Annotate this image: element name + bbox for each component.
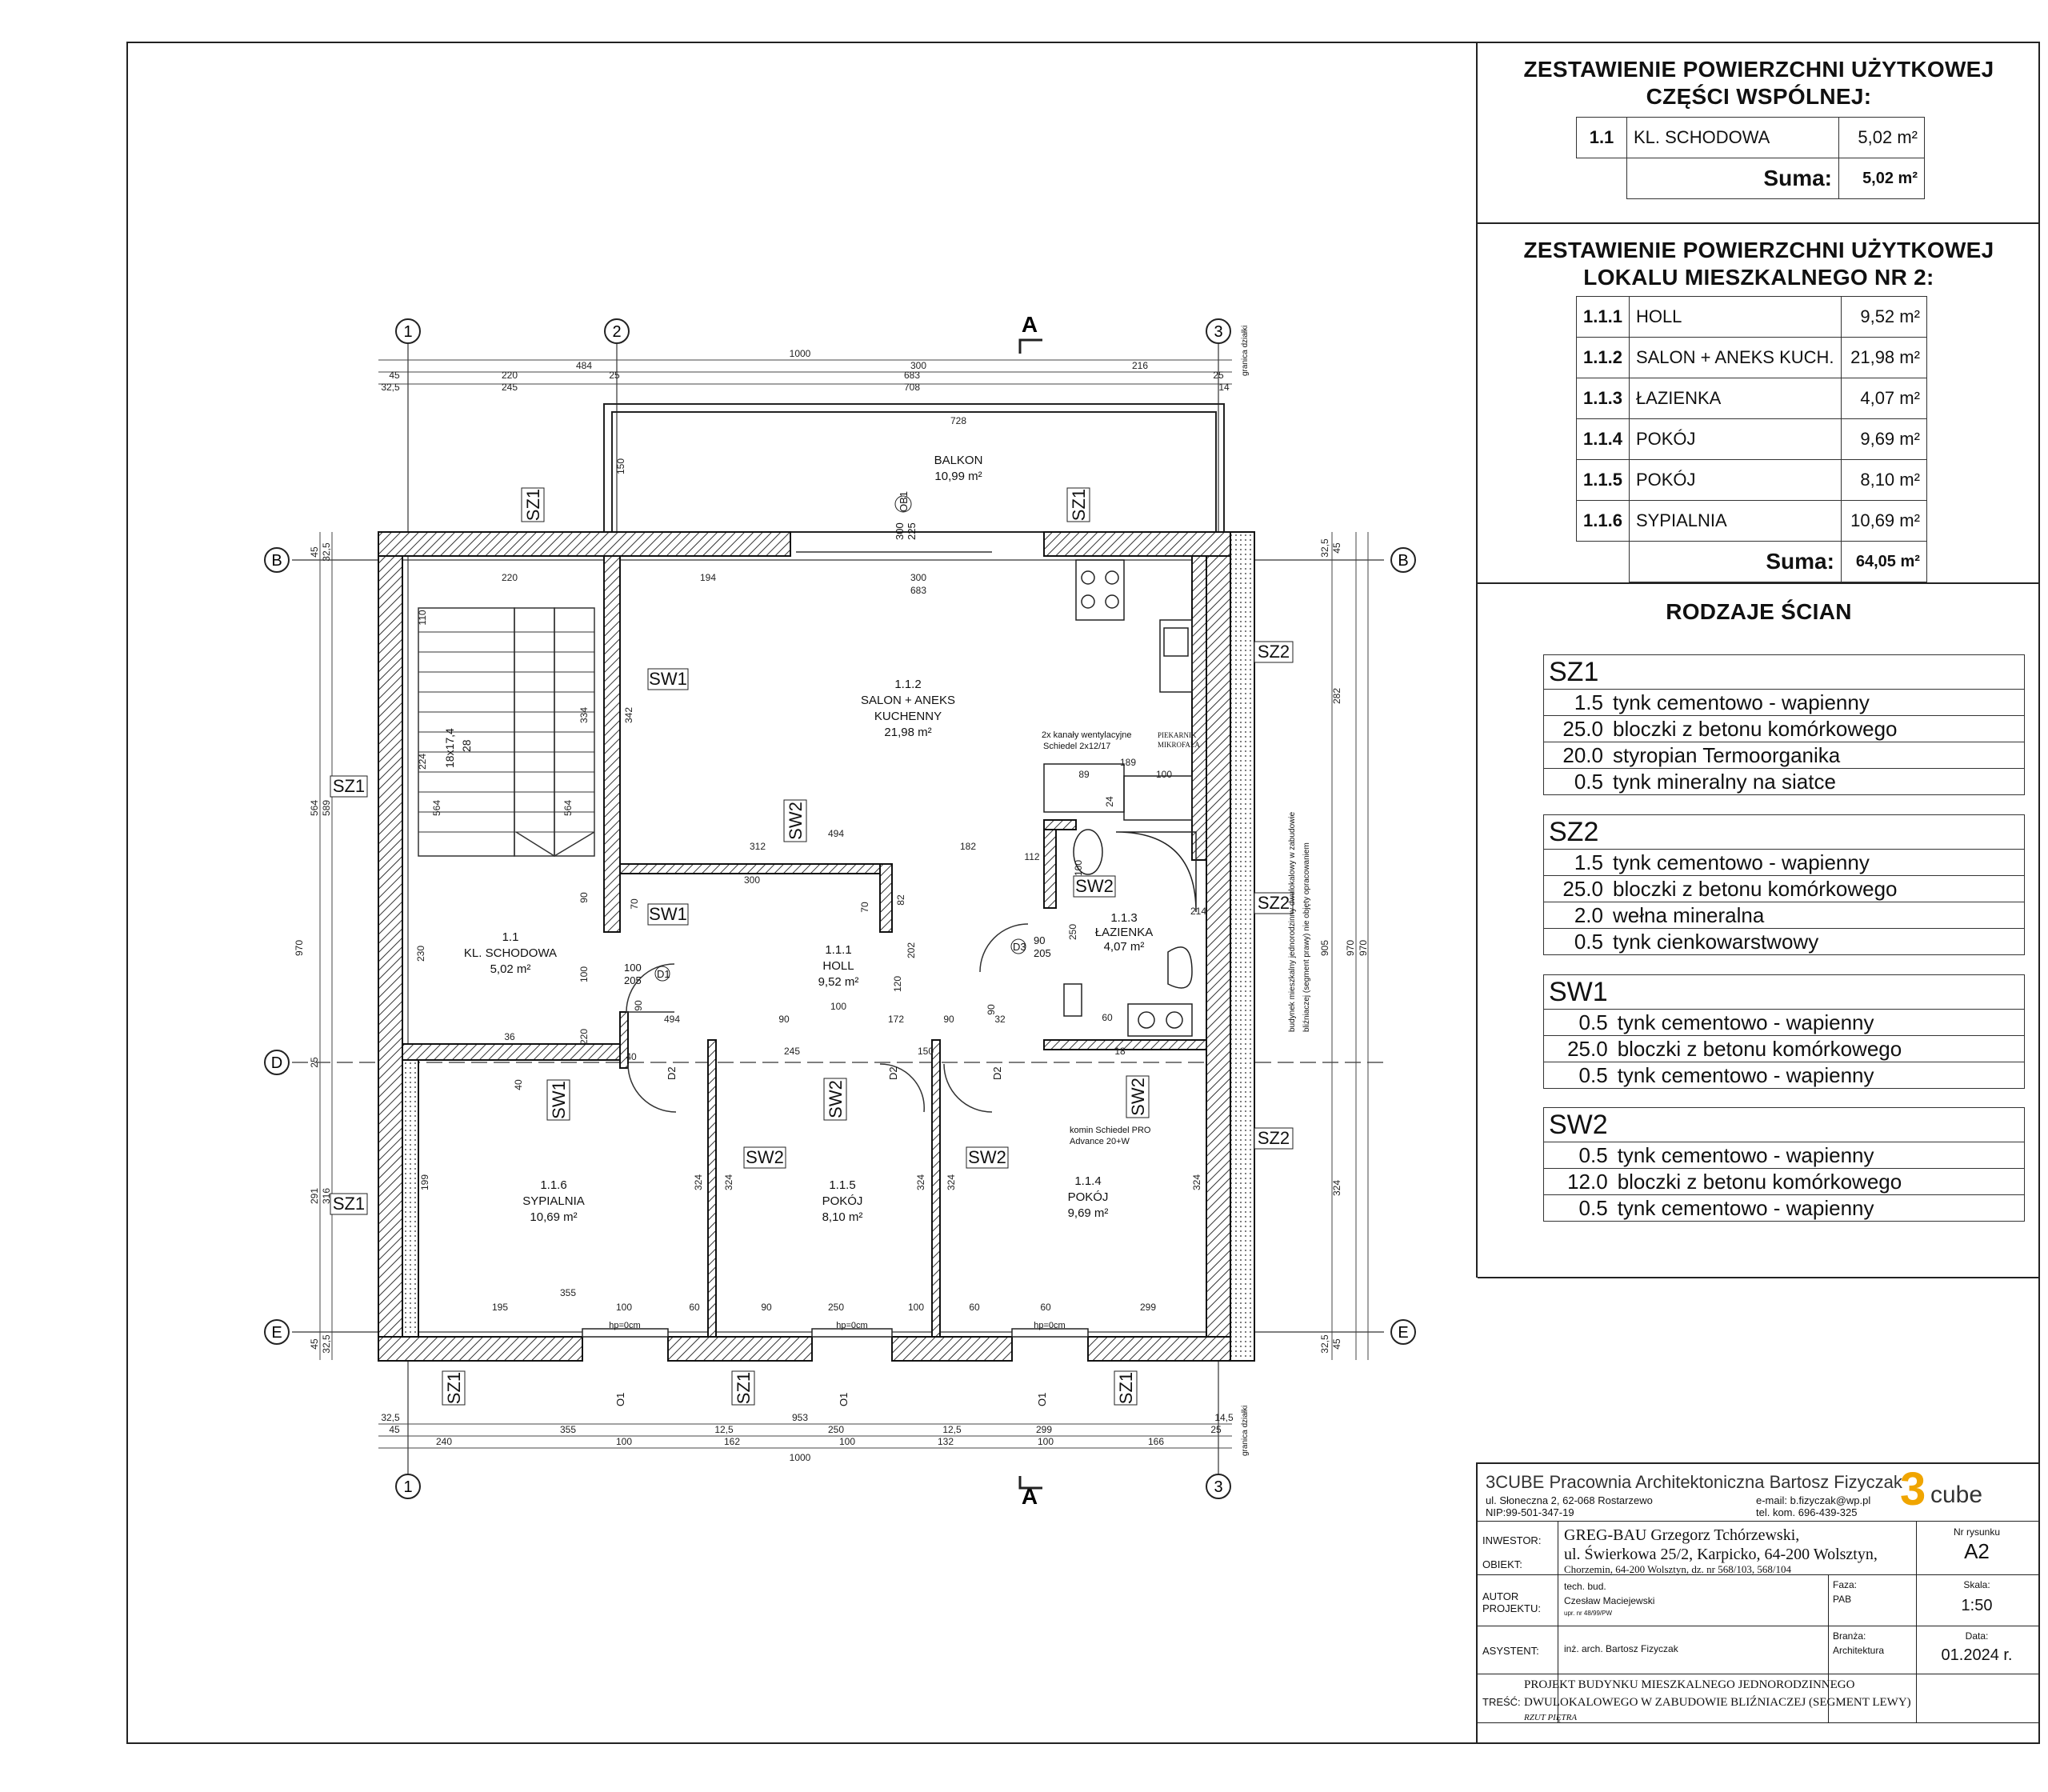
svg-text:B: B (271, 552, 282, 570)
dimension-label: 18 (1114, 1046, 1126, 1057)
wall-tag-sw2 (1126, 1076, 1149, 1118)
svg-text:SZ1: SZ1 (1116, 1371, 1136, 1405)
svg-text:SW1: SW1 (649, 904, 687, 924)
svg-text:komin Schiedel PRO: komin Schiedel PRO (1070, 1126, 1151, 1135)
svg-text:8,10 m²: 8,10 m² (822, 1210, 863, 1224)
wall-tag-sz1 (1114, 1371, 1137, 1405)
dimension-label: 14 (1218, 382, 1230, 393)
svg-text:D2: D2 (666, 1066, 678, 1080)
svg-text:10,69 m²: 10,69 m² (530, 1210, 578, 1224)
dimension-label: 299 (1139, 1302, 1157, 1313)
balcony-area: 10,99 m² (934, 470, 982, 483)
svg-text:D1: D1 (657, 968, 670, 980)
dimension-label: 220 (501, 370, 518, 381)
common-area-table (1576, 117, 1925, 199)
dimension-label: 24 (1104, 796, 1115, 807)
dimension-label: 683 (903, 370, 921, 381)
dimension-label: 100 (1073, 859, 1084, 877)
dimension-label: 316 (321, 1187, 332, 1205)
svg-text:B: B (1398, 552, 1409, 570)
svg-text:90: 90 (1034, 934, 1046, 946)
dimension-label: 970 (294, 939, 305, 957)
svg-text:3: 3 (1214, 323, 1223, 341)
table-row: 1.1.3 ŁAZIENKA 4,07 m² (1577, 378, 1927, 419)
info-panel (1476, 42, 2040, 1278)
dimension-label: 112 (1024, 851, 1040, 862)
dimension-label: 100 (1037, 1436, 1054, 1447)
dimension-label: 100 (907, 1302, 925, 1313)
dimension-label: 45 (1331, 1338, 1342, 1350)
axis-marker-d-left (265, 1050, 289, 1074)
svg-text:E: E (271, 1324, 282, 1342)
company-email: e-mail: b.fizyczak@wp.pl (1756, 1494, 1871, 1506)
svg-text:O1: O1 (1036, 1392, 1048, 1406)
svg-text:21,98 m²: 21,98 m² (884, 726, 932, 739)
dimension-label: 90 (578, 892, 590, 903)
dimension-label: 355 (559, 1287, 577, 1298)
dimension-label: 60 (969, 1302, 980, 1313)
dimension-label: 32,5 (381, 382, 400, 393)
svg-text:SZ1: SZ1 (444, 1371, 464, 1405)
svg-text:18x17,4: 18x17,4 (443, 728, 456, 768)
svg-text:SZ2: SZ2 (1257, 642, 1290, 662)
wall-tag-sw2 (784, 800, 806, 842)
dimension-label: 110 (417, 610, 428, 626)
dimension-label: 25 (309, 1057, 320, 1068)
svg-text:KL. SCHODOWA: KL. SCHODOWA (463, 946, 558, 960)
dimension-label: 484 (575, 360, 593, 371)
wall-tag-sw1 (648, 904, 688, 925)
svg-text:Advance 20+W: Advance 20+W (1070, 1137, 1130, 1146)
wall-layer-row: 0.5 tynk cementowo - wapienny (1544, 1142, 2025, 1169)
dimension-label: 970 (1358, 939, 1369, 957)
svg-text:300: 300 (894, 522, 906, 540)
dimension-label: 564 (562, 799, 574, 817)
svg-text:SW2: SW2 (826, 1080, 846, 1118)
svg-text:100: 100 (624, 962, 642, 974)
table-row: 1.1.6 SYPIALNIA 10,69 m² (1577, 501, 1927, 542)
svg-text:2x kanały wentylacyjne: 2x kanały wentylacyjne (1042, 730, 1132, 740)
company-phone: tel. kom. 696-439-325 (1756, 1506, 1858, 1518)
axis-marker-3-bottom (1206, 1474, 1230, 1498)
svg-text:205: 205 (624, 974, 642, 986)
dimension-label: 100 (615, 1302, 633, 1313)
wall-layer-row: 25.0 bloczki z betonu komórkowego (1544, 716, 2025, 742)
dimension-label: 12,5 (942, 1424, 962, 1435)
table-row: 1.1 KL. SCHODOWA 5,02 m² (1577, 118, 1925, 158)
dimension-label: 60 (689, 1302, 700, 1313)
svg-text:D2: D2 (887, 1066, 899, 1080)
dimension-label: 970 (1345, 939, 1356, 957)
svg-text:SZ1: SZ1 (332, 1194, 366, 1214)
wall-tag-sz1 (442, 1371, 465, 1405)
wall-layer-row: 20.0 styropian Termoorganika (1544, 742, 2025, 769)
svg-text:hp=0cm: hp=0cm (609, 1321, 641, 1330)
wall-layer-row: 0.5 tynk cementowo - wapienny (1544, 1062, 2025, 1089)
dimension-label: 324 (1191, 1174, 1202, 1191)
svg-text:205: 205 (1034, 947, 1051, 959)
dimension-label: 250 (827, 1302, 845, 1313)
dimension-label: 494 (663, 1014, 681, 1025)
dimension-label: 230 (415, 945, 426, 962)
dimension-label: 90 (633, 1000, 644, 1011)
table-row: 1.1.4 POKÓJ 9,69 m² (1577, 419, 1927, 460)
dimension-label: 494 (827, 828, 845, 839)
balcony (604, 404, 1224, 532)
svg-text:POKÓJ: POKÓJ (822, 1194, 863, 1208)
apartment-area-section (1478, 222, 2040, 584)
wall-type-sw2: SW2 0.5 tynk cementowo - wapienny 12.0 bloczki z betonu komórkowego 0.5 tynk cementowo - wapienny (1543, 1107, 2025, 1222)
svg-text:D3: D3 (1013, 941, 1026, 953)
dimension-label: 728 (950, 415, 967, 426)
svg-text:SW2: SW2 (786, 802, 806, 840)
svg-text:OB1: OB1 (898, 490, 910, 512)
svg-text:225: 225 (906, 522, 918, 540)
wall-tag-sz1 (732, 1371, 754, 1405)
dimension-label: 182 (959, 841, 977, 852)
kitchen-fixtures (1044, 560, 1192, 820)
dimension-label: 32 (994, 1014, 1006, 1025)
company-name: 3CUBE Pracownia Architektoniczna Bartosz Fizyczak (1486, 1472, 1902, 1492)
dimension-label: 202 (906, 942, 917, 959)
dimension-label: 194 (699, 572, 717, 583)
wall-layer-row: 2.0 wełna mineralna (1544, 902, 2025, 929)
dimension-label: 199 (419, 1174, 430, 1191)
svg-text:PIEKARNIK: PIEKARNIK (1158, 731, 1197, 739)
svg-text:Schiedel 2x12/17: Schiedel 2x12/17 (1043, 742, 1111, 751)
dimension-label: 150 (917, 1046, 934, 1057)
wall-layer-row: 0.5 tynk cementowo - wapienny (1544, 1195, 2025, 1222)
svg-text:SALON + ANEKS: SALON + ANEKS (861, 694, 955, 707)
svg-text:KUCHENNY: KUCHENNY (874, 710, 942, 723)
svg-text:POKÓJ: POKÓJ (1067, 1190, 1109, 1204)
svg-text:1: 1 (403, 1478, 413, 1496)
dimension-label: 25 (1210, 1424, 1222, 1435)
axis-marker-1-bottom (396, 1474, 420, 1498)
svg-text:E: E (1398, 1324, 1409, 1342)
svg-text:2: 2 (612, 323, 622, 341)
dimension-label: 14,5 (1214, 1412, 1234, 1423)
dimension-label: 189 (1119, 757, 1137, 768)
dimension-label: 162 (723, 1436, 741, 1447)
company-address: ul. Słoneczna 2, 62-068 Rostarzewo (1486, 1494, 1653, 1506)
table-row: 1.1.1 HOLL 9,52 m² (1577, 297, 1927, 338)
dimension-label: 40 (626, 1051, 637, 1062)
dimension-label: 70 (859, 902, 870, 913)
dimension-label: 32,5 (381, 1412, 400, 1423)
dimension-label: 324 (693, 1174, 704, 1191)
table-row: 1.1.2 SALON + ANEKS KUCH. 21,98 m² (1577, 338, 1927, 378)
apartment-area-title: ZESTAWIENIE POWIERZCHNI UŻYTKOWEJ LOKALU MIESZKALNEGO NR 2: (1523, 238, 1994, 290)
dimension-label: 100 (1155, 769, 1173, 780)
wall-types-section (1478, 582, 2040, 1278)
svg-text:O1: O1 (614, 1392, 626, 1406)
dimension-label: 36 (504, 1031, 515, 1042)
dimension-label: 12,5 (714, 1424, 734, 1435)
dimension-label: 324 (1331, 1179, 1342, 1197)
wall-tag-sz1 (1067, 488, 1090, 522)
svg-text:1.1.2: 1.1.2 (894, 678, 922, 691)
dimension-label: 291 (309, 1187, 320, 1205)
svg-text:1: 1 (403, 323, 413, 341)
svg-text:SYPIALNIA: SYPIALNIA (522, 1194, 585, 1208)
dimension-label: 100 (830, 1001, 847, 1012)
dimension-label: 564 (309, 799, 320, 817)
dimension-label: 70 (629, 898, 640, 910)
dimension-label: 60 (1040, 1302, 1051, 1313)
sum-row: Suma: 64,05 m² (1577, 542, 1927, 582)
svg-text:4,07 m²: 4,07 m² (1103, 940, 1145, 954)
windows (582, 1329, 1088, 1337)
dimension-label: 324 (915, 1174, 926, 1191)
dimension-label: 299 (1035, 1424, 1053, 1435)
section-label-top: A (1021, 312, 1038, 337)
dimension-label: 90 (778, 1014, 790, 1025)
dimension-label: 1000 (789, 348, 811, 359)
wall-types-title: RODZAJE ŚCIAN (1666, 599, 1852, 624)
apartment-area-table (1576, 296, 1927, 582)
svg-text:granica działki: granica działki (1241, 325, 1250, 376)
dimension-label: 150 (615, 458, 626, 475)
svg-text:SW2: SW2 (1075, 876, 1114, 896)
wall-tag-sz1 (330, 1194, 367, 1214)
dimension-label: 324 (946, 1174, 957, 1191)
svg-text:SW1: SW1 (649, 669, 687, 689)
dimension-label: 683 (910, 585, 927, 596)
svg-text:granica działki: granica działki (1241, 1405, 1250, 1456)
wall-tag-sz1 (522, 488, 544, 522)
axis-marker-b-right (1391, 548, 1415, 572)
wall-tag-sz2 (1254, 642, 1293, 662)
dimension-label: 90 (943, 1014, 954, 1025)
svg-text:SZ2: SZ2 (1257, 1128, 1290, 1148)
svg-text:9,69 m²: 9,69 m² (1067, 1206, 1109, 1220)
dimension-label: 953 (791, 1412, 809, 1423)
dimension-label: 32,5 (321, 1334, 332, 1354)
dimension-label: 45 (389, 1424, 400, 1435)
dimension-label: 245 (501, 382, 518, 393)
svg-text:SW2: SW2 (1128, 1078, 1148, 1116)
dimension-label: 120 (892, 975, 903, 993)
dimension-label: 216 (1131, 360, 1149, 371)
axis-marker-1-top (396, 319, 420, 343)
axis-marker-2-top (605, 319, 629, 343)
svg-text:hp=0cm: hp=0cm (1034, 1321, 1066, 1330)
svg-text:ŁAZIENKA: ŁAZIENKA (1094, 926, 1154, 939)
axis-marker-e-left (265, 1320, 289, 1344)
wall-tag-sz2 (1254, 893, 1293, 914)
svg-text:5,02 m²: 5,02 m² (490, 962, 531, 976)
wall-type-sz1: SZ1 1.5 tynk cementowo - wapienny 25.0 bloczki z betonu komórkowego 20.0 styropian Termoorganika 0.5 tynk mineralny na siatce (1543, 654, 2025, 795)
wall-tag-sz2 (1254, 1128, 1293, 1149)
common-area-section (1478, 42, 2040, 224)
wall-layer-row: 1.5 tynk cementowo - wapienny (1544, 850, 2025, 876)
svg-text:HOLL: HOLL (822, 959, 854, 973)
svg-text:SZ1: SZ1 (1069, 488, 1089, 522)
section-label-bottom: A (1021, 1484, 1038, 1509)
dimension-label: 905 (1319, 939, 1330, 957)
dimension-label: 195 (491, 1302, 509, 1313)
wall-type-sz2: SZ2 1.5 tynk cementowo - wapienny 25.0 bloczki z betonu komórkowego 2.0 wełna mineralna 0.5 tynk cienkowarstwowy (1543, 814, 2025, 955)
dimension-label: 82 (895, 894, 906, 906)
svg-text:hp=0cm: hp=0cm (836, 1321, 868, 1330)
svg-text:1.1.4: 1.1.4 (1074, 1174, 1102, 1188)
wall-layer-row: 25.0 bloczki z betonu komórkowego (1544, 1036, 2025, 1062)
sum-row: Suma: 5,02 m² (1577, 158, 1925, 199)
dimension-label: 300 (743, 874, 761, 886)
svg-text:SZ1: SZ1 (734, 1371, 754, 1405)
dimension-label: 224 (417, 753, 428, 770)
wall-layer-row: 12.0 bloczki z betonu komórkowego (1544, 1169, 2025, 1195)
title-block: 3CUBE Pracownia Architektoniczna Bartosz Fizyczak ul. Słoneczna 2, 62-068 Rostarzewo NIP:99-501-347-19 e-mail: b.fizyczak@wp.pl tel. kom. 696-439-325 3 cube INWESTOR: GREG-BAU Grzegorz Tchórzewski, ul. Świerkowa 25/2, Karpicko, 64-200 Wolsztyn, OBIEKT: Chorzemin, 64-200 Wolsztyn, dz. nr 568/103, 568/104 Nr rysunku A2 AUTOR PROJEKTU: tech. bud. Czesław Maciejewski upr. nr 48/99/PW Faza: PAB Skala: 1:50 ASYSTENT: inż. arch. Bartosz Fizyczak Branża: Architektura Data: 01.2024 r. TREŚĆ: PROJEKT BUDYNKU MIESZKALNEGO JEDNORODZINNEGO DWULOKALOWEGO W ZABUDOWIE BLIŹNIACZEJ (SEGMENT LEWY) RZUT PIĘTRA (1476, 1462, 2040, 1744)
dimension-label: 25 (609, 370, 620, 381)
svg-text:SZ2: SZ2 (1257, 893, 1290, 913)
svg-text:3: 3 (1214, 1478, 1223, 1496)
dimension-label: 282 (1331, 687, 1342, 705)
svg-text:budynek mieszkalny jednorodzin: budynek mieszkalny jednorodzinny dwulokalowy w zabudowie (1288, 811, 1297, 1032)
dimension-label: 32,5 (1319, 1334, 1330, 1354)
dimension-label: 250 (1067, 923, 1078, 941)
dimension-label: 564 (431, 799, 442, 817)
dimension-label: 100 (838, 1436, 856, 1447)
dimension-label: 45 (1331, 542, 1342, 554)
wall-tag-sw2 (966, 1147, 1008, 1168)
wall-layer-row: 0.5 tynk cienkowarstwowy (1544, 929, 2025, 955)
svg-text:1.1.6: 1.1.6 (540, 1178, 567, 1192)
svg-text:SW2: SW2 (746, 1147, 784, 1167)
wall-layer-row: 25.0 bloczki z betonu komórkowego (1544, 876, 2025, 902)
dimension-label: 45 (309, 1338, 320, 1350)
dimension-label: 25 (1213, 370, 1224, 381)
dimension-label: 240 (435, 1436, 453, 1447)
dimension-label: 45 (309, 546, 320, 558)
company-logo: 3 cube (1900, 1463, 1983, 1515)
dimension-label: 250 (827, 1424, 845, 1435)
svg-text:28: 28 (460, 739, 473, 752)
wall-layer-row: 0.5 tynk cementowo - wapienny (1544, 1010, 2025, 1036)
svg-text:1.1.1: 1.1.1 (825, 943, 852, 957)
dimension-label: 100 (578, 966, 590, 983)
dimension-label: 355 (559, 1424, 577, 1435)
dimension-label: 214 (1190, 906, 1207, 917)
dimension-label: 166 (1147, 1436, 1165, 1447)
wall-layer-row: 1.5 tynk cementowo - wapienny (1544, 690, 2025, 716)
wall-tag-sw1 (547, 1080, 570, 1120)
common-area-title: ZESTAWIENIE POWIERZCHNI UŻYTKOWEJ CZĘŚCI WSPÓLNEJ: (1523, 57, 1994, 109)
svg-text:D2: D2 (991, 1066, 1003, 1080)
dimension-label: 40 (513, 1079, 524, 1090)
dimension-label: 334 (578, 706, 590, 724)
axis-marker-3-top (1206, 319, 1230, 343)
svg-text:SW2: SW2 (968, 1147, 1006, 1167)
plan-notes (443, 326, 1311, 1456)
svg-text:SW1: SW1 (549, 1081, 569, 1119)
dimension-label: 1000 (789, 1452, 811, 1463)
dimension-label: 324 (723, 1174, 734, 1191)
dimension-label: 90 (986, 1004, 997, 1015)
dimension-label: 220 (501, 572, 518, 583)
svg-text:9,52 m²: 9,52 m² (818, 975, 859, 989)
svg-text:MIKROFALA: MIKROFALA (1158, 741, 1200, 749)
dimension-label: 90 (761, 1302, 772, 1313)
svg-text:bliźniaczej (segment prawy) ni: bliźniaczej (segment prawy) nie objęty opracowaniem (1302, 842, 1311, 1032)
dimension-label: 245 (783, 1046, 801, 1057)
wall-layer-row: 0.5 tynk mineralny na siatce (1544, 769, 2025, 795)
dimension-label: 342 (623, 706, 634, 724)
company-nip: NIP:99-501-347-19 (1486, 1506, 1574, 1518)
balcony-name: BALKON (934, 454, 983, 467)
axis-marker-e-right (1391, 1320, 1415, 1344)
dimension-label: 60 (1102, 1012, 1113, 1023)
dimension-label: 45 (389, 370, 400, 381)
svg-text:1.1.5: 1.1.5 (829, 1178, 856, 1192)
svg-text:D: D (270, 1054, 283, 1072)
dimension-label: 300 (910, 572, 927, 583)
svg-text:SZ1: SZ1 (523, 488, 543, 522)
wall-tag-sw2 (1074, 876, 1115, 897)
axis-marker-b-left (265, 548, 289, 572)
svg-text:SZ1: SZ1 (332, 776, 366, 796)
svg-text:1.1: 1.1 (502, 930, 519, 944)
dimension-label: 300 (910, 360, 927, 371)
dimension-label: 589 (321, 799, 332, 817)
table-row: 1.1.5 POKÓJ 8,10 m² (1577, 460, 1927, 501)
dimension-label: 132 (937, 1436, 954, 1447)
wall-type-sw1: SW1 0.5 tynk cementowo - wapienny 25.0 bloczki z betonu komórkowego 0.5 tynk cementowo - wapienny (1543, 974, 2025, 1089)
dimension-label: 100 (615, 1436, 633, 1447)
wall-tag-sw2 (744, 1147, 786, 1168)
dimension-label: 32,5 (321, 542, 332, 562)
dimension-label: 32,5 (1319, 538, 1330, 558)
dimension-label: 89 (1078, 769, 1090, 780)
dimension-label: 220 (578, 1028, 590, 1046)
dimension-label: 708 (903, 382, 921, 393)
svg-text:O1: O1 (838, 1392, 850, 1406)
wall-tag-sw2 (824, 1078, 846, 1120)
svg-text:1.1.3: 1.1.3 (1110, 911, 1138, 925)
wall-tag-sz1 (330, 776, 367, 797)
dimension-label: 312 (749, 841, 766, 852)
wall-tag-sw1 (648, 669, 688, 690)
dimension-label: 172 (887, 1014, 905, 1025)
